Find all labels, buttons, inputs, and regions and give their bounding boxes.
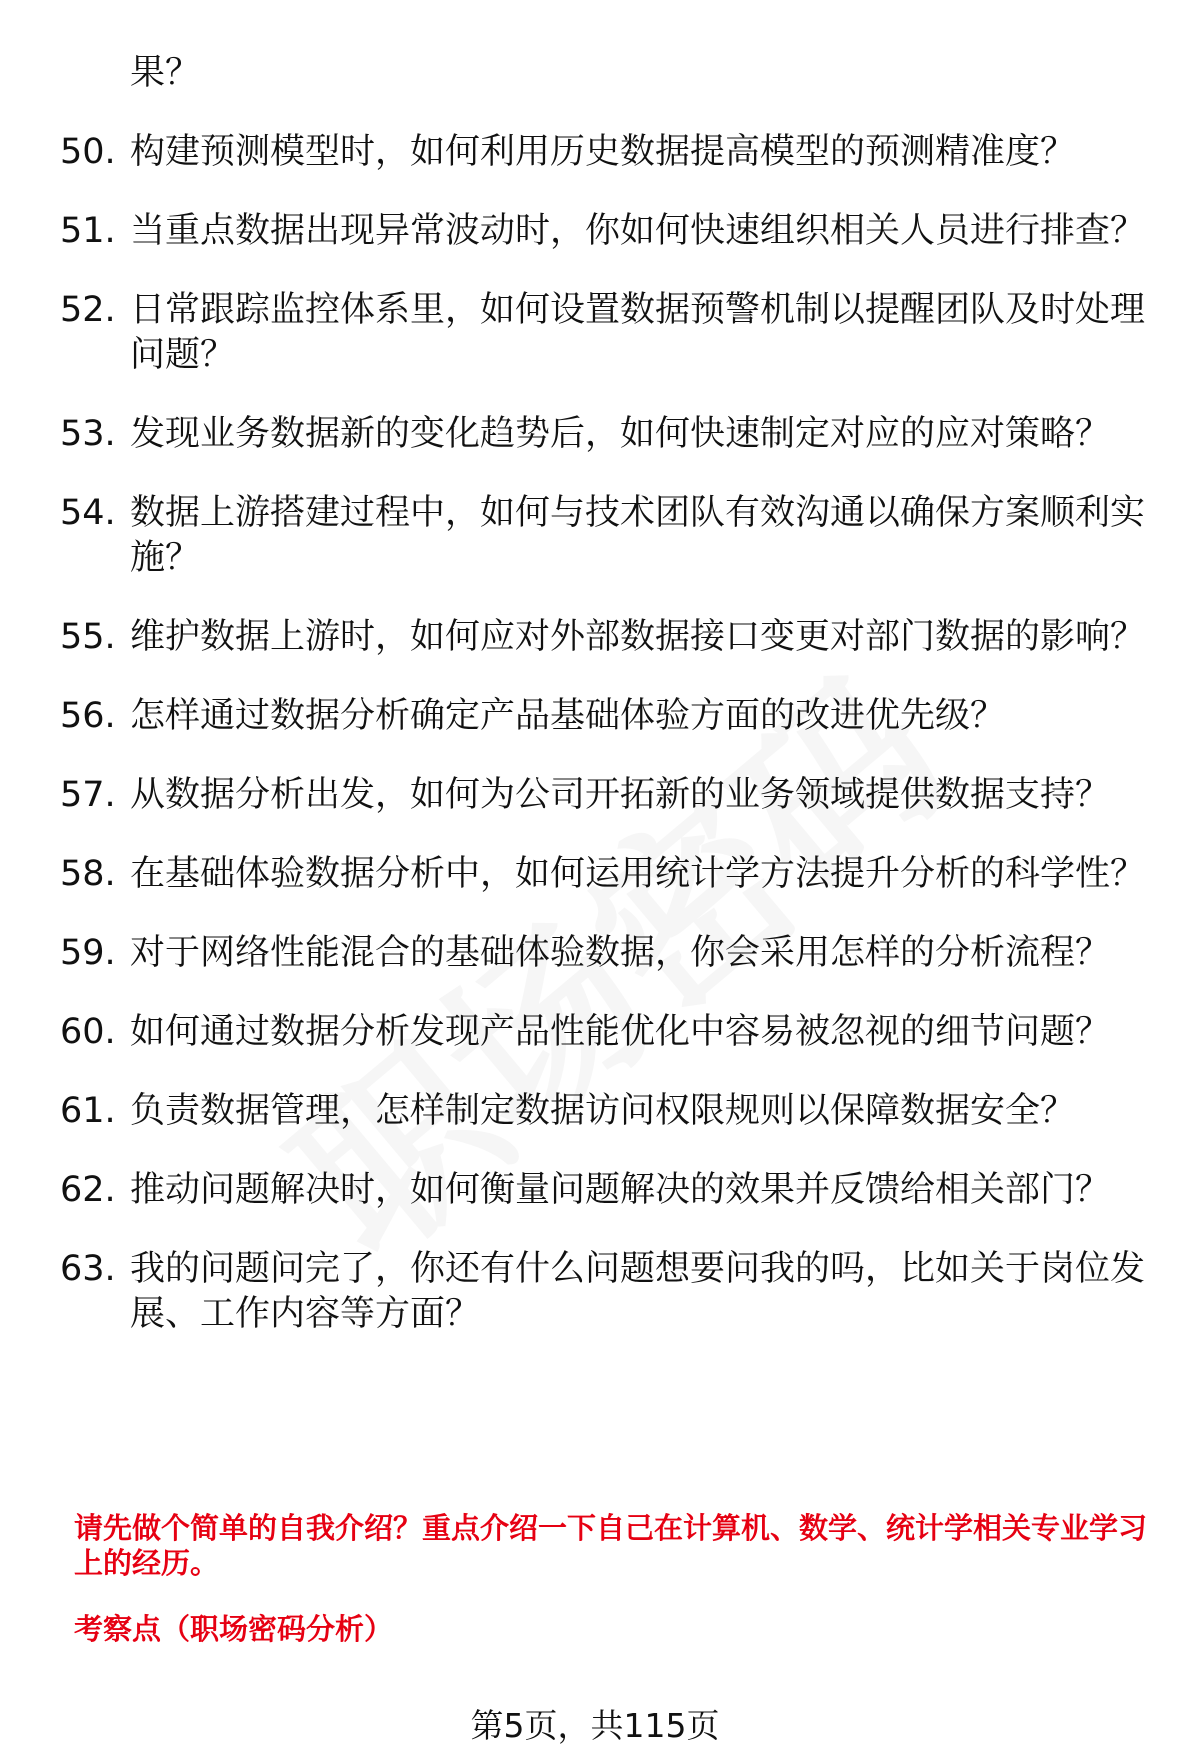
question-item bbox=[0, 931, 1190, 976]
question-number: 50. bbox=[60, 132, 116, 172]
question-number: 54. bbox=[60, 493, 116, 533]
highlight-question: 请先做个简单的自我介绍？重点介绍一下自己在计算机、数学、统计学相关专业学习上的经历。 bbox=[74, 1511, 1148, 1580]
question-text: 怎样通过数据分析确定产品基础体验方面的改进优先级？ bbox=[130, 696, 1006, 736]
question-item bbox=[0, 288, 1190, 378]
question-number: 52. bbox=[60, 290, 116, 330]
page-footer: 第5页，共115页 bbox=[470, 1706, 720, 1745]
question-text: 对于网络性能混合的基础体验数据，你会采用怎样的分析流程？ bbox=[130, 933, 1111, 973]
question-number: 51. bbox=[60, 211, 116, 251]
question-number: 53. bbox=[60, 414, 116, 454]
question-text: 我的问题问完了，你还有什么问题想要问我的吗，比如关于岗位发展、工作内容等方面？ bbox=[130, 1249, 1146, 1334]
question-item bbox=[0, 130, 1190, 175]
question-text: 当重点数据出现异常波动时，你如何快速组织相关人员进行排查？ bbox=[130, 211, 1146, 251]
question-text: 发现业务数据新的变化趋势后，如何快速制定对应的应对策略？ bbox=[130, 414, 1111, 454]
question-item bbox=[0, 1168, 1190, 1213]
question-text: 数据上游搭建过程中，如何与技术团队有效沟通以确保方案顺利实施？ bbox=[130, 493, 1146, 578]
question-number: 61. bbox=[60, 1091, 116, 1131]
question-text: 推动问题解决时，如何衡量问题解决的效果并反馈给相关部门？ bbox=[130, 1170, 1111, 1210]
question-text: 负责数据管理，怎样制定数据访问权限规则以保障数据安全？ bbox=[130, 1091, 1076, 1131]
question-text: 维护数据上游时，如何应对外部数据接口变更对部门数据的影响？ bbox=[130, 617, 1146, 657]
question-text: 如何通过数据分析发现产品性能优化中容易被忽视的细节问题？ bbox=[130, 1012, 1111, 1052]
question-number: 62. bbox=[60, 1170, 116, 1210]
question-item bbox=[0, 694, 1190, 739]
question-item bbox=[0, 209, 1190, 254]
question-item bbox=[0, 1247, 1190, 1337]
question-text: 从数据分析出发，如何为公司开拓新的业务领域提供数据支持？ bbox=[130, 775, 1111, 815]
question-continuation bbox=[0, 51, 1190, 96]
question-item bbox=[0, 615, 1190, 660]
question-item bbox=[0, 412, 1190, 457]
question-number: 60. bbox=[60, 1012, 116, 1052]
question-item bbox=[0, 1089, 1190, 1134]
question-item bbox=[0, 773, 1190, 818]
question-item bbox=[0, 491, 1190, 581]
question-number: 63. bbox=[60, 1249, 116, 1289]
question-item bbox=[0, 852, 1190, 897]
analysis-label: 考察点（职场密码分析） bbox=[74, 1612, 394, 1646]
question-number: 59. bbox=[60, 933, 116, 973]
question-number: 56. bbox=[60, 696, 116, 736]
question-text: 在基础体验数据分析中，如何运用统计学方法提升分析的科学性？ bbox=[130, 854, 1146, 894]
question-text: 构建预测模型时，如何利用历史数据提高模型的预测精准度？ bbox=[130, 132, 1076, 172]
continuation-text: 果？ bbox=[130, 53, 201, 93]
question-number: 55. bbox=[60, 617, 116, 657]
question-number: 58. bbox=[60, 854, 116, 894]
question-item bbox=[0, 1010, 1190, 1055]
question-list bbox=[0, 51, 1190, 1371]
question-text: 日常跟踪监控体系里，如何设置数据预警机制以提醒团队及时处理问题？ bbox=[130, 290, 1146, 375]
question-number: 57. bbox=[60, 775, 116, 815]
